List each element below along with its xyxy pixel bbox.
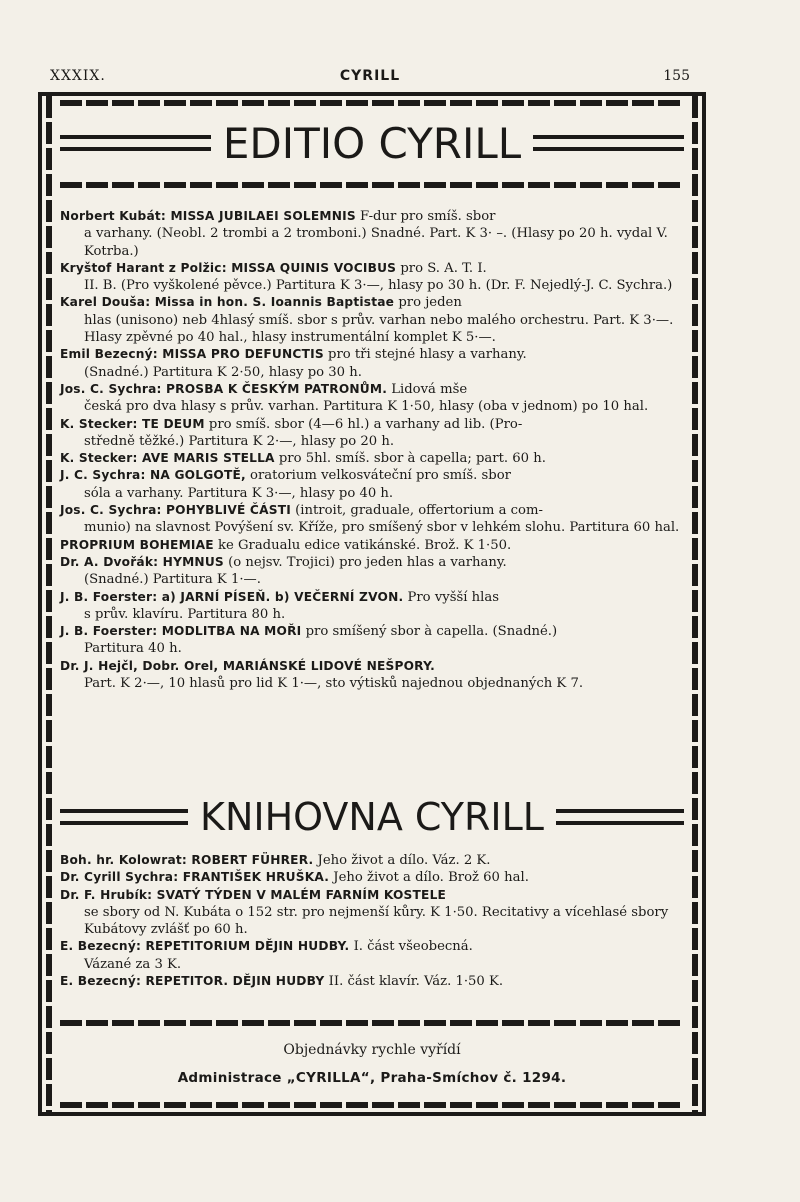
journal-title: CYRILL xyxy=(339,68,401,84)
entry-text: (introit, graduale, offertorium a com- xyxy=(290,503,543,519)
entry-continuation: sóla a varhany. Partitura K 3·—, hlasy po 40 h. xyxy=(84,485,394,501)
catalog-entry xyxy=(60,852,684,869)
catalog-entry xyxy=(60,869,684,886)
entry-continuation: středně těžké.) Partitura K 2·—, hlasy po 20 h. xyxy=(84,433,395,449)
entry-heading: Dr. Cyrill Sychra: FRANTIŠEK HRUŠKA. xyxy=(60,870,330,885)
entry-heading: Emil Bezecný: MISSA PRO DEFUNCTIS xyxy=(60,347,324,362)
banner-bar-left xyxy=(60,809,188,825)
entry-text: pro smíšený sbor à capella. (Snadné.) xyxy=(301,624,558,640)
entry-heading: Kryštof Harant z Polžic: MISSA QUINIS VOCIBUS xyxy=(60,260,397,275)
catalog-entry xyxy=(60,623,684,658)
catalog-entry xyxy=(60,938,684,973)
entry-continuation: česká pro dva hlasy s prův. varhan. Partitura K 1·50, hlasy (oba v jednom) po 10 hal. xyxy=(84,399,649,415)
order-note: Objednávky rychle vyřídí xyxy=(283,1042,461,1058)
entry-heading: Dr. J. Hejčl, Dobr. Orel, MARIÁNSKÉ LIDOVÉ NEŠPORY. xyxy=(60,658,435,673)
entry-text: Lidová mše xyxy=(387,381,468,397)
entry-heading: Boh. hr. Kolowrat: ROBERT FÜHRER. xyxy=(60,853,314,867)
entry-continuation: (Snadné.) Partitura K 2·50, hlasy po 30 h. xyxy=(84,364,362,380)
catalog-entry xyxy=(60,589,684,624)
entry-text: II. část klavír. Váz. 1·50 K. xyxy=(324,974,504,990)
entry-continuation: s prův. klavíru. Partitura 80 h. xyxy=(84,606,286,622)
entry-heading: K. Stecker: TE DEUM xyxy=(60,416,205,431)
catalog-entry xyxy=(60,381,684,416)
administration-address: Administrace „CYRILLA“, Praha-Smíchov č. 1294. xyxy=(177,1070,567,1086)
entry-text: Jeho život a dílo. Váz. 2 K. xyxy=(313,853,491,868)
editio-title: EDITIO CYRILL xyxy=(222,118,522,168)
entry-text: (o nejsv. Trojici) pro jeden hlas a varhany. xyxy=(223,554,507,570)
entry-text: F-dur pro smíš. sbor xyxy=(355,209,496,224)
entry-text: Jeho život a dílo. Brož 60 hal. xyxy=(329,870,529,886)
entry-heading: Karel Douša: Missa in hon. S. Ioannis Baptistae xyxy=(60,295,395,310)
catalog-entry xyxy=(60,260,684,295)
catalog-entry xyxy=(60,554,684,589)
entry-continuation: se sbory od N. Kubáta o 152 str. pro nejmenší kůry. K 1·50. Recitativy a vícehlasé sbory Kubátovy zvlášť po 60 h. xyxy=(84,904,669,938)
entry-text: ke Gradualu edice vatikánské. Brož. K 1·50. xyxy=(213,537,512,553)
entry-heading: K. Stecker: AVE MARIS STELLA xyxy=(60,451,275,466)
entry-text: pro 5hl. smíš. sbor à capella; part. 60 h. xyxy=(274,451,546,467)
editio-banner xyxy=(60,110,684,176)
entry-continuation: Part. K 2·—, 10 hlasů pro lid K 1·—, sto výtisků najednou objednaných K 7. xyxy=(84,676,584,692)
left-dashed-rule xyxy=(46,96,52,1112)
entry-text: I. část všeobecná. xyxy=(349,939,473,955)
entry-heading: J. B. Foerster: MODLITBA NA MOŘI xyxy=(60,624,302,639)
entry-heading: E. Bezecný: REPETITOR. DĚJIN HUDBY xyxy=(60,974,325,989)
entry-heading: E. Bezecný: REPETITORIUM DĚJIN HUDBY. xyxy=(60,939,350,954)
editio-dashed-rule xyxy=(60,182,684,188)
catalog-entry xyxy=(60,208,684,260)
catalog-entry xyxy=(60,658,684,693)
advertisement-frame xyxy=(38,92,706,1116)
editio-list xyxy=(60,208,684,692)
running-head xyxy=(50,68,690,90)
entry-continuation: Partitura 40 h. xyxy=(84,641,182,657)
entry-continuation: II. B. (Pro vyškolené pěvce.) Partitura K 3·—, hlasy po 30 h. (Dr. F. Nejedlý-J. C. Sychra.) xyxy=(84,278,673,294)
entry-heading: J. B. Foerster: a) JARNÍ PÍSEŇ. b) VEČERNÍ ZVON. xyxy=(60,589,404,604)
catalog-entry xyxy=(60,887,684,939)
catalog-entry xyxy=(60,294,684,346)
knihovna-title: KNIHOVNA CYRILL xyxy=(200,795,544,839)
entry-continuation: munio) na slavnost Povýšení sv. Kříže, pro smíšený sbor v lehkém slohu. Partitura 60 hal. xyxy=(84,520,680,536)
top-dashed-rule xyxy=(60,100,684,106)
entry-text: pro jeden xyxy=(394,295,462,311)
entry-text: pro smíš. sbor (4—6 hl.) a varhany ad lib. (Pro- xyxy=(204,416,523,432)
catalog-entry xyxy=(60,416,684,451)
catalog-entry xyxy=(60,450,684,467)
knihovna-list xyxy=(60,852,684,990)
knihovna-banner xyxy=(60,784,684,850)
entry-heading: J. C. Sychra: NA GOLGOTĚ, xyxy=(60,468,246,483)
entry-continuation: Vázané za 3 K. xyxy=(84,956,182,972)
catalog-entry xyxy=(60,502,684,537)
banner-bar-right xyxy=(556,809,684,825)
catalog-entry xyxy=(60,467,684,502)
banner-bar-left xyxy=(60,135,211,151)
volume-number: XXXIX. xyxy=(50,68,106,84)
entry-text: oratorium velkosváteční pro smíš. sbor xyxy=(245,468,511,484)
catalog-entry xyxy=(60,973,684,990)
entry-continuation: (Snadné.) Partitura K 1·—. xyxy=(84,572,261,588)
entry-continuation: hlas (unisono) neb 4hlasý smíš. sbor s prův. varhan nebo malého orchestru. Part. K 3·—. Hlasy zpěvné po 40 hal., hlasy instrumentální komplet K 5·—. xyxy=(84,312,674,346)
entry-text: Pro vyšší hlas xyxy=(403,589,499,605)
footer-dashed-rule xyxy=(60,1020,684,1026)
bottom-dashed-rule xyxy=(60,1102,684,1108)
catalog-entry xyxy=(60,537,684,554)
catalog-entry xyxy=(60,346,684,381)
entry-heading: Dr. A. Dvořák: HYMNUS xyxy=(60,554,224,569)
banner-bar-right xyxy=(533,135,684,151)
right-dashed-rule xyxy=(692,96,698,1112)
entry-text: pro S. A. T. I. xyxy=(396,260,487,276)
page-number: 155 xyxy=(663,68,690,84)
entry-continuation: a varhany. (Neobl. 2 trombi a 2 tromboni.) Snadné. Part. K 3· –. (Hlasy po 20 h. vydal V. Kotrba.) xyxy=(84,226,668,259)
entry-heading: Dr. F. Hrubík: SVATÝ TÝDEN V MALÉM FARNÍM KOSTELE xyxy=(60,887,447,902)
entry-heading: Jos. C. Sychra: PROSBA K ČESKÝM PATRONŮM. xyxy=(60,381,388,396)
entry-text: pro tři stejné hlasy a varhany. xyxy=(323,347,527,363)
entry-heading: PROPRIUM BOHEMIAE xyxy=(60,537,214,552)
entry-heading: Jos. C. Sychra: POHYBLIVÉ ČÁSTI xyxy=(60,503,291,518)
entry-heading: Norbert Kubát: MISSA JUBILAEI SOLEMNIS xyxy=(60,209,356,223)
